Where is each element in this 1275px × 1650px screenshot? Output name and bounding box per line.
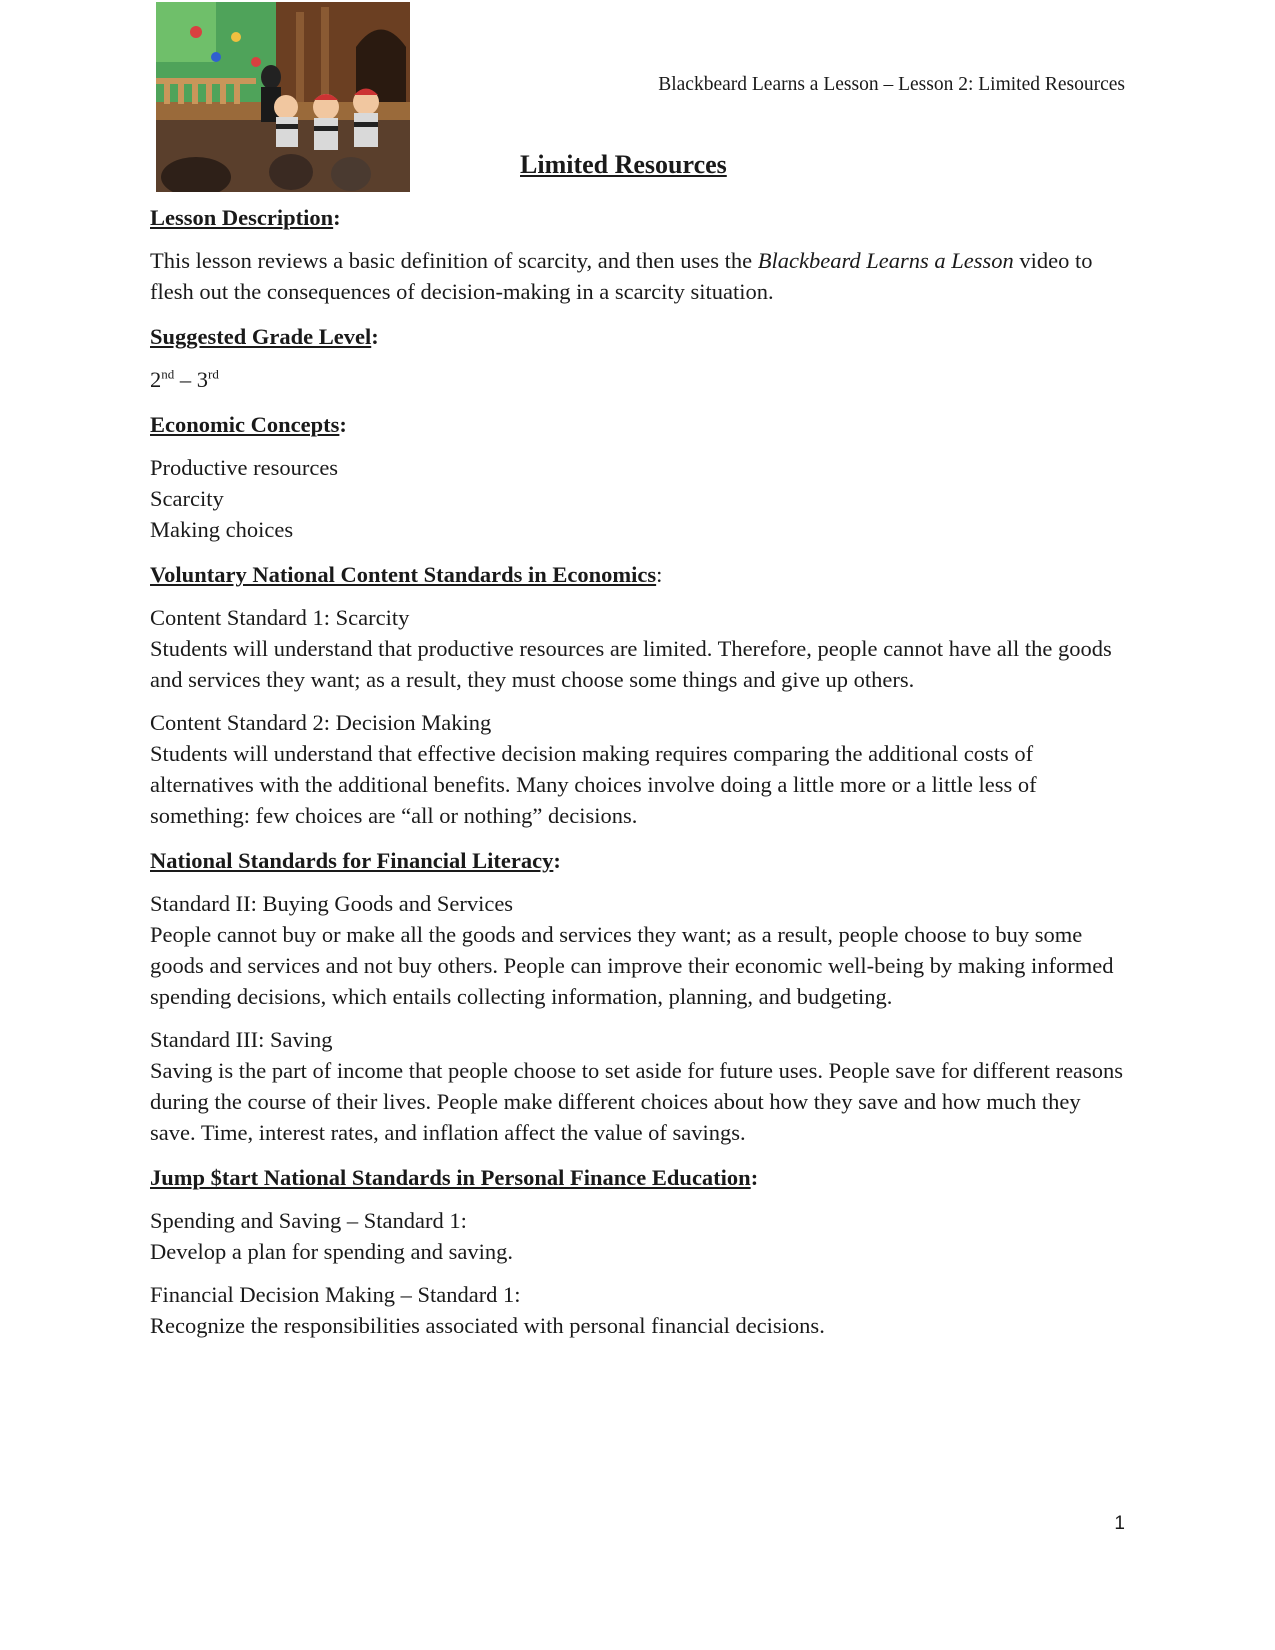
content-standard-1-text: Students will understand that productive resources are limited. Therefore, people cannot have all the goods and services they want; as a result, they must choose some things and give up others.	[150, 636, 1112, 692]
puppet-show-photo-icon	[156, 2, 410, 192]
heading-grade-level: Suggested Grade Level:	[150, 324, 379, 349]
concept-item: Scarcity	[150, 486, 224, 511]
jump-start-standard-1-text: Develop a plan for spending and saving.	[150, 1239, 514, 1264]
heading-voluntary-standards: Voluntary National Content Standards in Economics:	[150, 562, 663, 587]
concept-item: Productive resources	[150, 455, 339, 480]
grade-level-value: 2nd – 3rd	[150, 366, 219, 392]
lesson-description-text: This lesson reviews a basic definition of scarcity, and then uses the Blackbeard Learns a Lesson video to flesh out the consequences of decision-making in a scarcity situation.	[150, 248, 1093, 304]
running-header: Blackbeard Learns a Lesson – Lesson 2: Limited Resources	[658, 74, 1125, 95]
document-body	[150, 202, 1130, 1341]
jump-start-standard-2-text: Recognize the responsibilities associated with personal financial decisions.	[150, 1313, 825, 1338]
financial-standard-3-text: Saving is the part of income that people choose to set aside for future uses. People save for different reasons during the course of their lives. People make different choices about how they save and how much they save. Time, interest rates, and inflation affect the value of savings.	[150, 1058, 1124, 1145]
heading-jump-start: Jump $tart National Standards in Personal Finance Education:	[150, 1165, 759, 1190]
content-standard-1-title: Content Standard 1: Scarcity	[150, 605, 410, 630]
jump-start-standard-2-title: Financial Decision Making – Standard 1:	[150, 1282, 521, 1307]
heading-financial-literacy: National Standards for Financial Literacy:	[150, 848, 561, 873]
financial-standard-2-text: People cannot buy or make all the goods and services they want; as a result, people choose to buy some goods and services and not buy others. People can improve their economic well-being by making informed spending decisions, which entails collecting information, planning, and budgeting.	[150, 922, 1114, 1009]
content-standard-2-text: Students will understand that effective decision making requires comparing the additional costs of alternatives with the additional benefits. Many choices involve doing a little more or a little less of something: few choices are “all or nothing” decisions.	[150, 741, 1037, 828]
page-title: Limited Resources	[520, 150, 727, 179]
concept-item: Making choices	[150, 517, 294, 542]
financial-standard-3-title: Standard III: Saving	[150, 1027, 333, 1052]
heading-economic-concepts: Economic Concepts:	[150, 412, 347, 437]
jump-start-standard-1-title: Spending and Saving – Standard 1:	[150, 1208, 467, 1233]
content-standard-2-title: Content Standard 2: Decision Making	[150, 710, 492, 735]
page-number: 1	[1114, 1513, 1125, 1534]
financial-standard-2-title: Standard II: Buying Goods and Services	[150, 891, 514, 916]
heading-lesson-description: Lesson Description:	[150, 205, 341, 230]
puppet-show-photo	[156, 2, 410, 192]
